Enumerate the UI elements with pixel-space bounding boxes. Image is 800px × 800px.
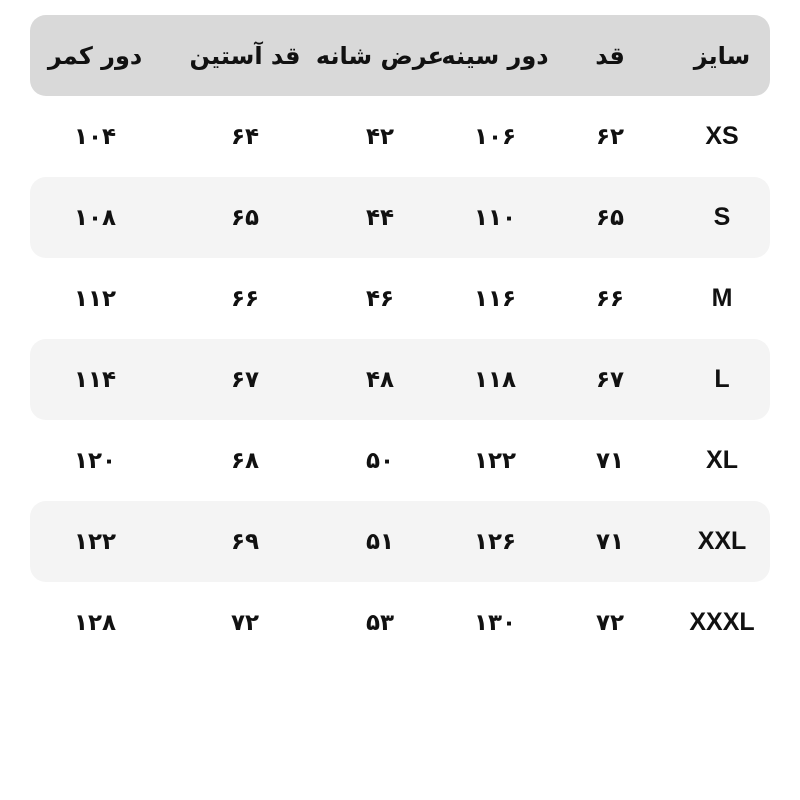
header-shoulder: عرض شانه bbox=[315, 41, 445, 70]
table-row bbox=[30, 177, 770, 258]
cell-shoulder: ۴۴ bbox=[365, 204, 395, 231]
cell-chest: ۱۱۰ bbox=[473, 204, 517, 231]
cell-chest: ۱۱۸ bbox=[473, 366, 517, 393]
header-size: سایز bbox=[693, 41, 751, 70]
cell-shoulder: ۴۸ bbox=[365, 366, 395, 393]
cell-sleeve: ۶۶ bbox=[230, 285, 260, 312]
cell-waist: ۱۲۲ bbox=[73, 528, 117, 555]
size-chart-table bbox=[30, 15, 770, 663]
cell-shoulder: ۵۱ bbox=[365, 528, 395, 555]
cell-sleeve: ۷۲ bbox=[230, 609, 260, 636]
cell-size: M bbox=[711, 284, 733, 312]
cell-sleeve: ۶۷ bbox=[230, 366, 260, 393]
table-row bbox=[30, 258, 770, 339]
table-row bbox=[30, 582, 770, 663]
table-row bbox=[30, 96, 770, 177]
cell-height: ۷۱ bbox=[595, 528, 625, 555]
cell-height: ۷۱ bbox=[595, 447, 625, 474]
cell-waist: ۱۲۸ bbox=[73, 609, 117, 636]
cell-waist: ۱۲۰ bbox=[73, 447, 117, 474]
table-row bbox=[30, 420, 770, 501]
cell-waist: ۱۱۲ bbox=[73, 285, 117, 312]
header-sleeve: قد آستین bbox=[189, 41, 301, 70]
cell-height: ۶۶ bbox=[595, 285, 625, 312]
header-waist: دور کمر bbox=[47, 41, 143, 70]
cell-height: ۶۲ bbox=[595, 123, 625, 150]
cell-sleeve: ۶۵ bbox=[230, 204, 260, 231]
cell-height: ۶۵ bbox=[595, 204, 625, 231]
cell-size: S bbox=[713, 203, 731, 231]
cell-sleeve: ۶۴ bbox=[230, 123, 260, 150]
cell-sleeve: ۶۹ bbox=[230, 528, 260, 555]
cell-size: XS bbox=[705, 122, 739, 150]
cell-size: XXXL bbox=[689, 608, 755, 636]
header-height: قد bbox=[595, 41, 625, 70]
header-chest: دور سینه bbox=[441, 41, 549, 70]
cell-shoulder: ۵۰ bbox=[365, 447, 395, 474]
table-row bbox=[30, 501, 770, 582]
cell-chest: ۱۰۶ bbox=[473, 123, 517, 150]
cell-shoulder: ۴۶ bbox=[365, 285, 395, 312]
cell-waist: ۱۰۴ bbox=[73, 123, 117, 150]
cell-sleeve: ۶۸ bbox=[230, 447, 260, 474]
cell-size: L bbox=[714, 365, 730, 393]
cell-chest: ۱۲۶ bbox=[473, 528, 517, 555]
cell-chest: ۱۳۰ bbox=[473, 609, 517, 636]
cell-chest: ۱۲۲ bbox=[473, 447, 517, 474]
cell-height: ۷۲ bbox=[595, 609, 625, 636]
cell-waist: ۱۰۸ bbox=[73, 204, 117, 231]
cell-shoulder: ۵۳ bbox=[365, 609, 395, 636]
table-header-row bbox=[30, 15, 770, 96]
cell-waist: ۱۱۴ bbox=[73, 366, 117, 393]
cell-size: XXL bbox=[697, 527, 747, 555]
table-row bbox=[30, 339, 770, 420]
cell-shoulder: ۴۲ bbox=[365, 123, 395, 150]
cell-height: ۶۷ bbox=[595, 366, 625, 393]
cell-size: XL bbox=[706, 446, 738, 474]
cell-chest: ۱۱۶ bbox=[473, 285, 517, 312]
